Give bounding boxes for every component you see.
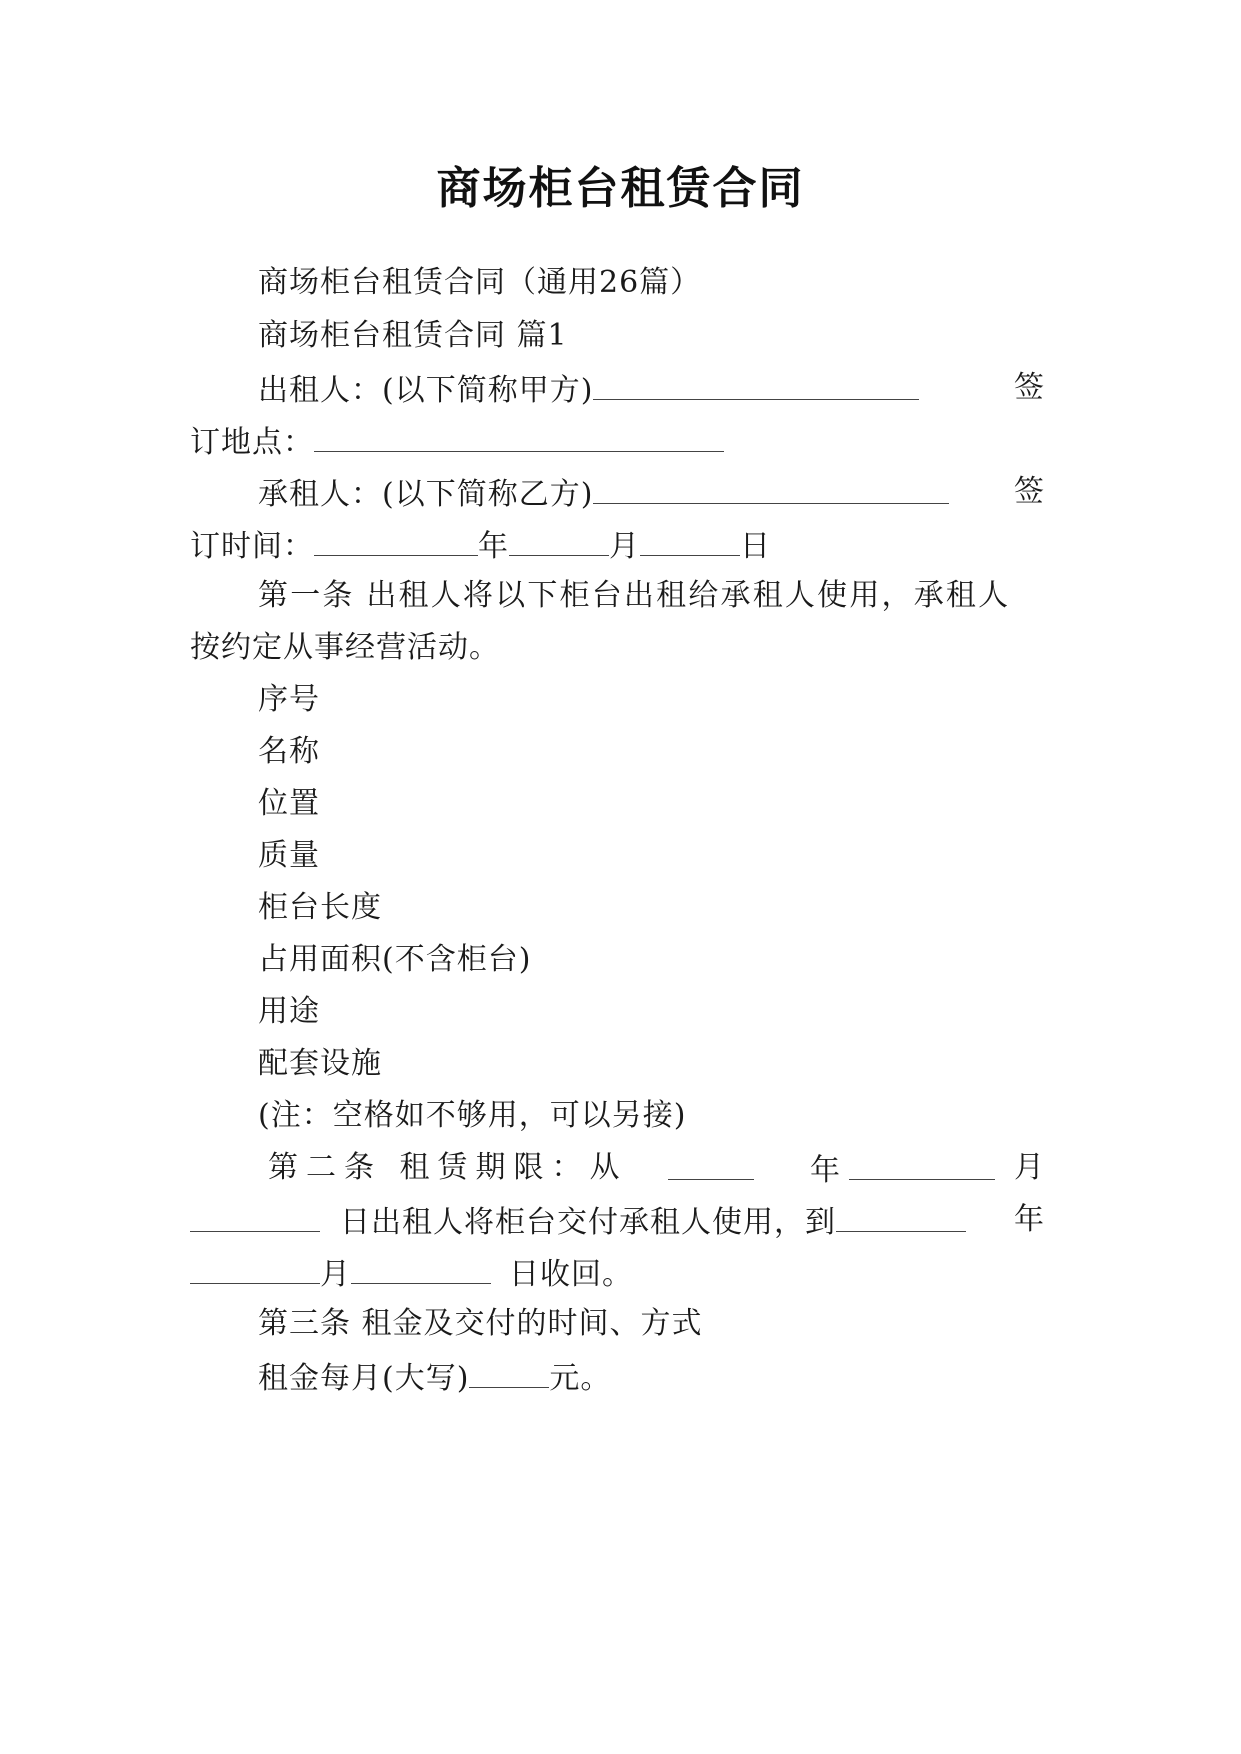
rent-unit: 元。 [549,1361,612,1396]
paragraph-signing-time [190,529,771,562]
paragraph-article-2 [268,1150,628,1185]
article-2-year-blank-row [668,1153,754,1186]
end-year-label: 年 [1014,1202,1045,1237]
rent-amount-blank[interactable] [469,1361,549,1388]
paragraph-lessee-end: 签 [1014,474,1045,509]
list-item-location: 位置 [258,786,320,821]
article-2-delivery-text: 日出租人将柜台交付承租人使用，到 [340,1205,836,1240]
list-item-name: 名称 [258,734,320,769]
paragraph-note: (注：空格如不够用，可以另接) [258,1098,687,1133]
paragraph-lessor [258,373,919,406]
end-year-blank[interactable] [836,1205,966,1232]
list-item-usage: 用途 [258,994,320,1029]
paragraph-subtitle: 商场柜台租赁合同（通用26篇） [258,265,702,300]
list-item-quality: 质量 [258,838,320,873]
start-month-blank[interactable] [849,1153,995,1180]
list-item-facilities: 配套设施 [258,1046,382,1081]
paragraph-article-2-cont [190,1205,966,1238]
signing-day-label: 日 [740,529,771,564]
paragraph-article-3: 第三条 租金及交付的时间、方式 [258,1306,703,1341]
signing-month-label: 月 [609,529,640,564]
signing-time-label: 订时间： [190,529,314,564]
end-day-text: 日收回。 [509,1257,633,1292]
end-month-blank[interactable] [190,1257,320,1284]
paragraph-lessor-end: 签 [1014,370,1045,405]
rent-label: 租金每月(大写) [258,1361,470,1396]
signing-year-blank[interactable] [314,529,478,556]
paragraph-article-2-end [190,1257,633,1290]
article-2-year-row [810,1153,995,1186]
document-title: 商场柜台租赁合同 [436,163,805,214]
paragraph-signing-place [190,425,724,458]
paragraph-article-1-cont: 按约定从事经营活动。 [190,630,500,665]
paragraph-article-1: 第一条 出租人将以下柜台出租给承租人使用，承租人 [258,578,1011,613]
signing-place-label: 订地点： [190,425,314,460]
start-month-label: 月 [1014,1150,1045,1185]
list-item-serial: 序号 [258,682,320,717]
start-day-blank[interactable] [190,1205,320,1232]
paragraph-rent [258,1361,611,1394]
start-year-label: 年 [810,1153,841,1188]
end-day-blank[interactable] [351,1257,491,1284]
article-2-label: 第二条 租赁期限：从 [268,1150,628,1185]
signing-place-blank[interactable] [314,425,724,452]
lessee-label: 承租人：(以下简称乙方) [258,477,594,512]
lessee-blank[interactable] [593,477,949,504]
signing-year-label: 年 [478,529,509,564]
paragraph-article-heading: 商场柜台租赁合同 篇1 [258,318,568,353]
list-item-area: 占用面积(不含柜台) [258,942,532,977]
end-month-label: 月 [320,1257,351,1292]
lessor-blank[interactable] [593,373,919,400]
lessor-label: 出租人：(以下简称甲方) [258,373,594,408]
list-item-counter-length: 柜台长度 [258,890,382,925]
signing-month-blank[interactable] [509,529,609,556]
paragraph-lessee [258,477,949,510]
signing-day-blank[interactable] [640,529,740,556]
start-year-blank[interactable] [668,1153,754,1180]
